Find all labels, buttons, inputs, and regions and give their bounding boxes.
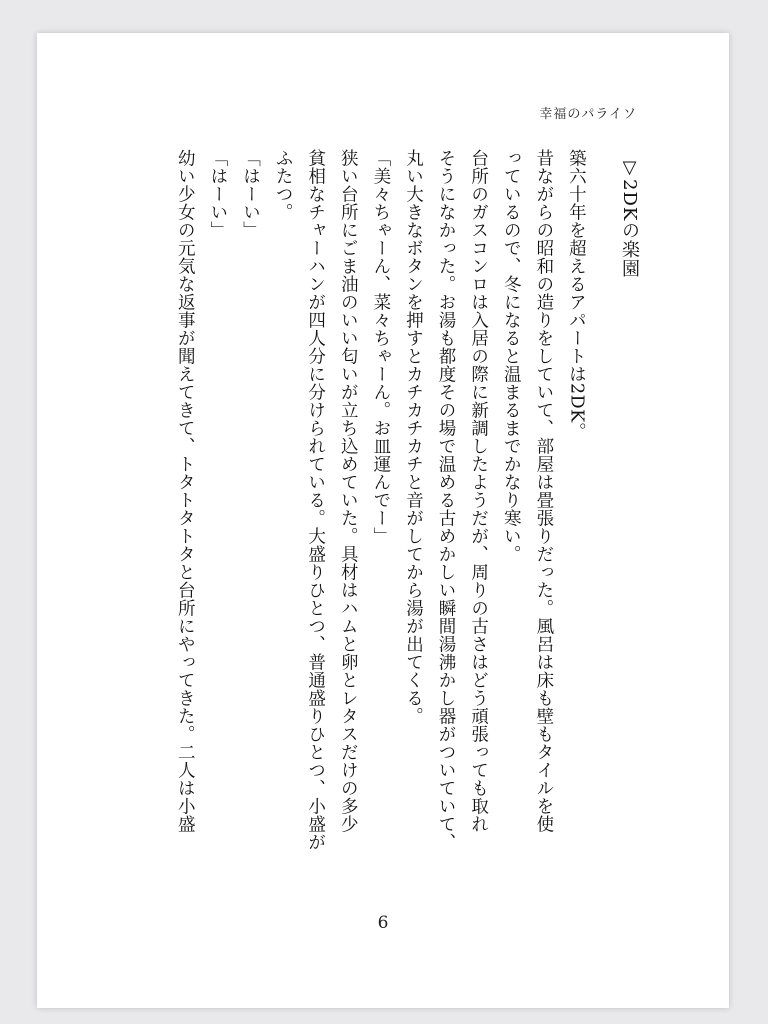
text-line: 幼い少女の元気な返事が聞えてきて、トタトタトタと台所にやってきた。二人は小盛: [175, 149, 196, 833]
page-number: 6: [377, 913, 389, 933]
text-line: 築六十年を超えるアパートは2DK。: [566, 149, 587, 441]
text-line: 昔ながらの昭和の造りをしていて、部屋は畳張りだった。風呂は床も壁もタイルを使: [533, 149, 554, 833]
text-line: ふたつ。: [273, 149, 294, 221]
running-header: 幸福のパライソ: [539, 107, 637, 122]
text-line: そうになかった。お湯も都度その場で温める古めかしい瞬間湯沸かし器がついていて、: [436, 149, 457, 851]
dialogue-line: 「はーい」: [240, 149, 261, 239]
body-text: [169, 149, 645, 929]
chapter-heading: ▽2DKの楽園: [619, 157, 640, 279]
text-line: っているので、冬になると温まるまでかなり寒い。: [501, 149, 522, 563]
dialogue-line: 「はーい」: [207, 149, 228, 239]
dialogue-line: 「美々ちゃーん、菜々ちゃーん。お皿運んでー」: [370, 149, 391, 545]
text-line: 貧相なチャーハンが四人分に分けられている。大盛りひとつ、普通盛りひとつ、小盛が: [305, 149, 326, 851]
text-line: 狭い台所にごま油のいい匂いが立ち込めていた。具材はハムと卵とレタスだけの多少: [338, 149, 359, 833]
text-line: 丸い大きなボタンを押すとカチカチカチと音がしてから湯が出てくる。: [403, 149, 424, 725]
text-line: 台所のガスコンロは入居の際に新調したようだが、周りの古さはどう頑張っても取れ: [468, 149, 489, 833]
book-page: [37, 33, 729, 1008]
